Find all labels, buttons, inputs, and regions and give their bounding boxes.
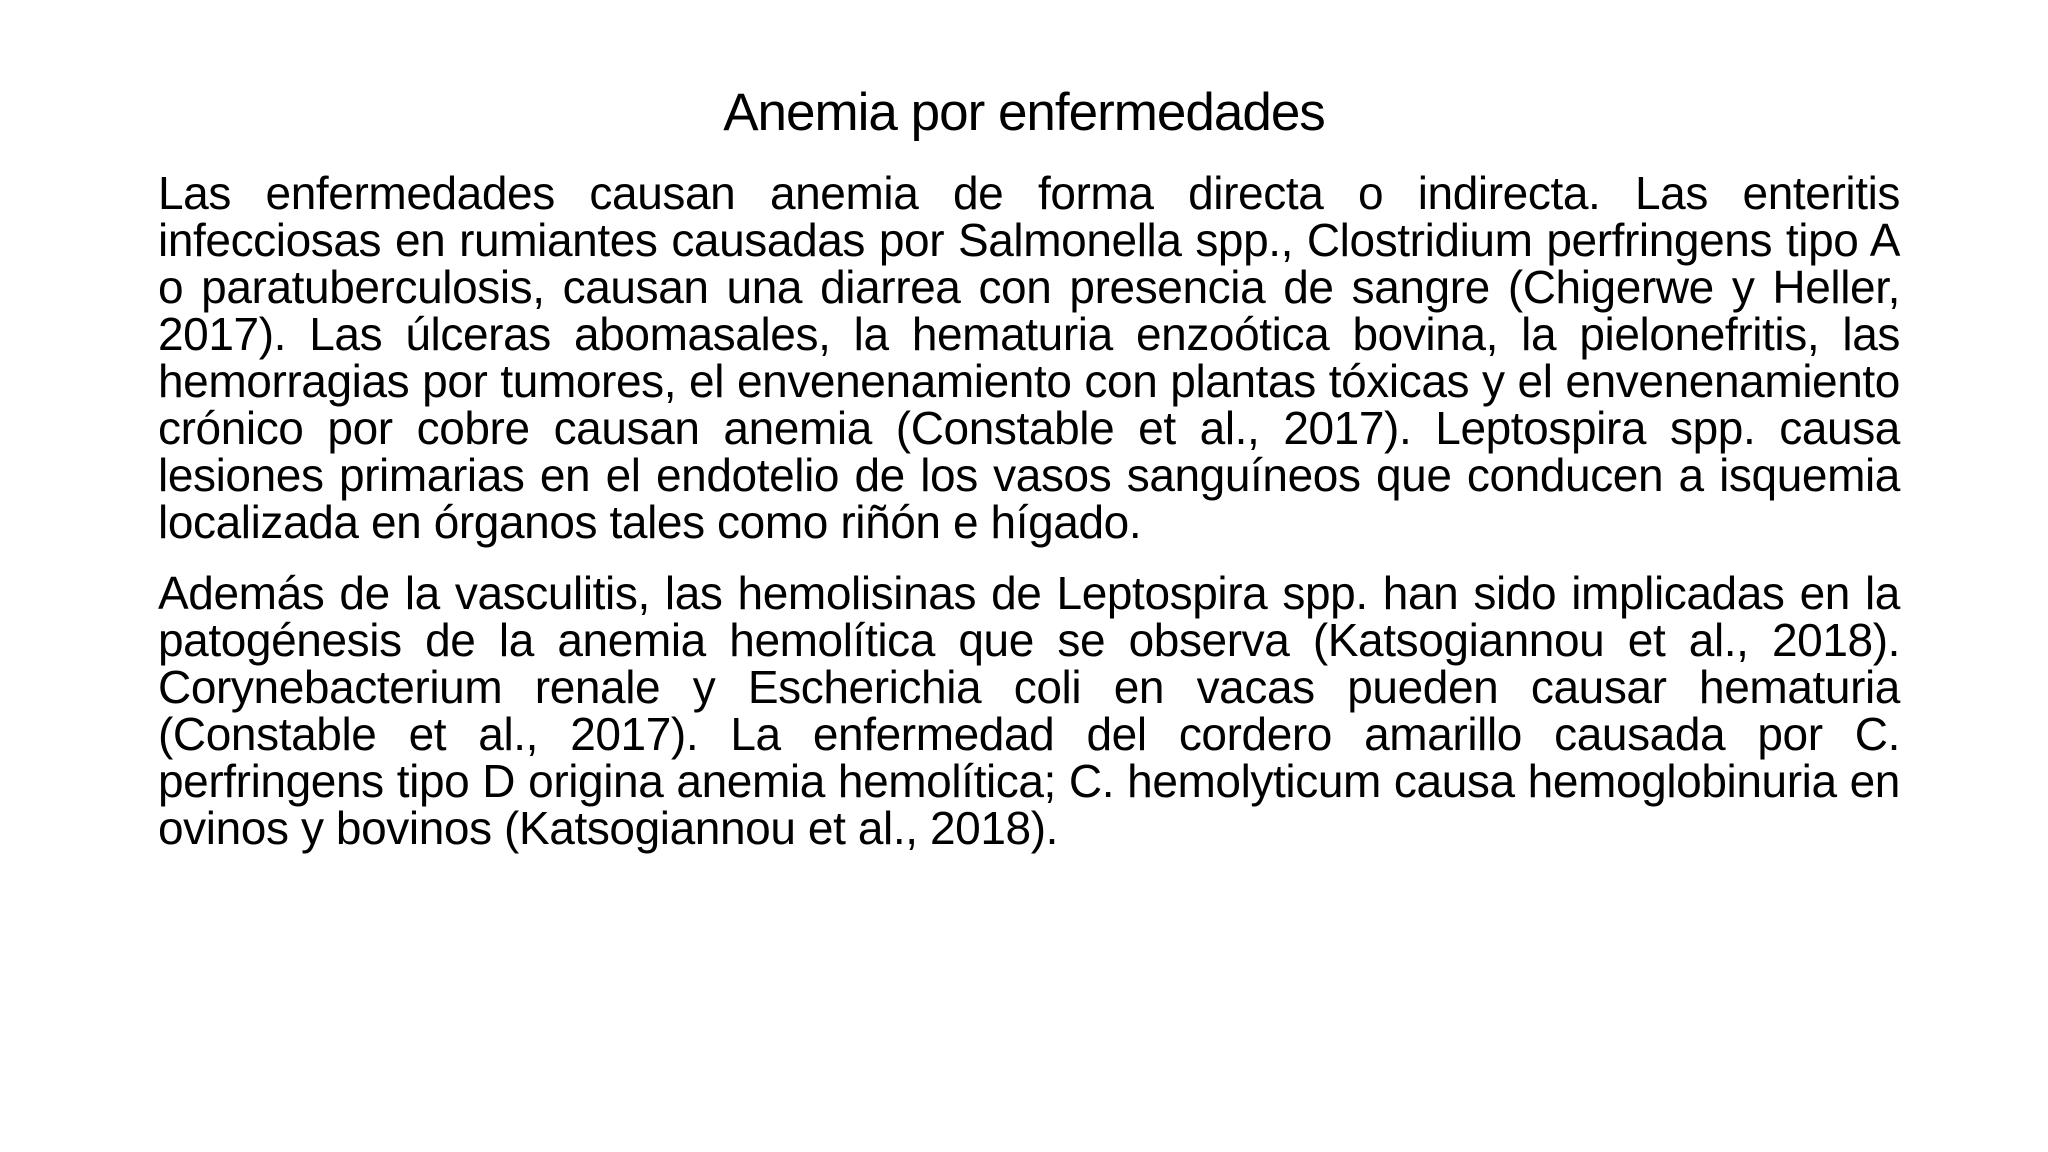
body-paragraph-1: Las enfermedades causan anemia de forma directa o indirecta. Las enteritis infecciosas en rumiantes causadas por Salmonella spp., Clostridium perfringens tipo A o paratuberculosis, causan una diarrea con presencia de sangre (Chigerwe y Heller, 2017). Las úlceras abomasales, la hematuria enzoótica bovina, la pielonefritis, las hemorragias por tumores, el envenenamiento con plantas tóxicas y el envenenamiento crónico por cobre causan anemia (Constable et al., 2017). Leptospira spp. causa lesiones primarias en el endotelio de los vasos sanguíneos que conducen a isquemia localizada en órganos tales como riñón e hígado. bbox=[158, 167, 1900, 548]
slide-body bbox=[158, 167, 1900, 854]
body-paragraph-2: Además de la vasculitis, las hemolisinas de Leptospira spp. han sido implicadas en la patogénesis de la anemia hemolítica que se observa (Katsogiannou et al., 2018). Corynebacterium renale y Escherichia coli en vacas pueden causar hematuria (Constable et al., 2017). La enfermedad del cordero amarillo causada por C. perfringens tipo D origina anemia hemolítica; C. hemolyticum causa hemoglobinuria en ovinos y bovinos (Katsogiannou et al., 2018). bbox=[158, 567, 1900, 854]
slide-title: Anemia por enfermedades bbox=[723, 83, 1325, 142]
